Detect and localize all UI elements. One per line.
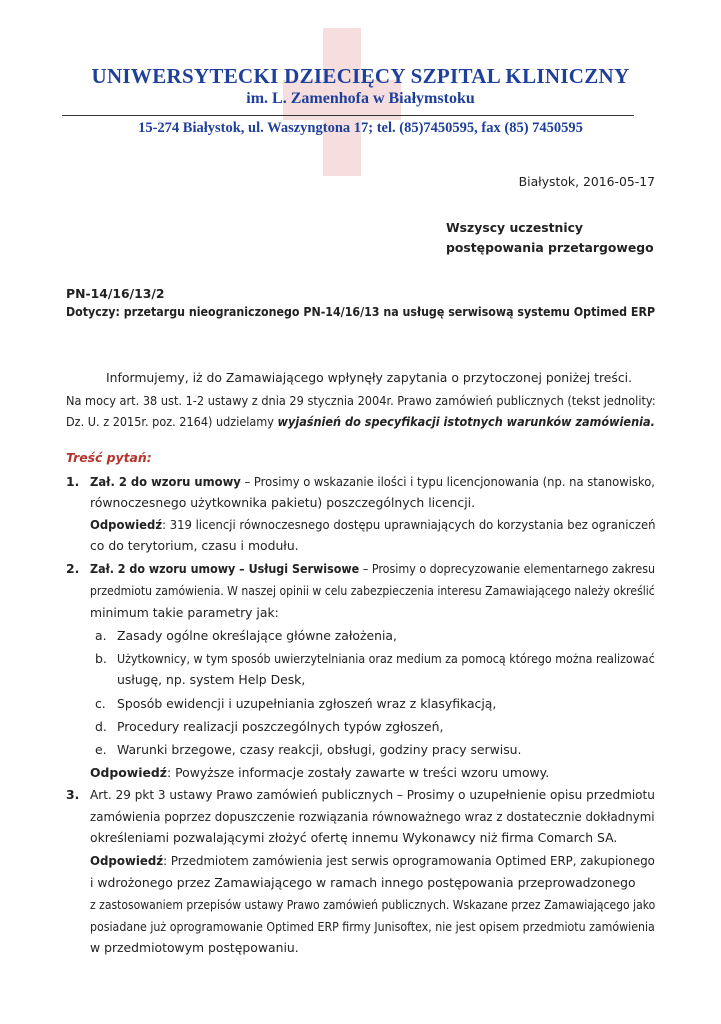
- answer-1-text: : 319 licencji równoczesnego dostępu uprawniających do korzystania bez ograniczeń: [162, 517, 656, 532]
- hospital-name: UNIWERSYTECKI DZIECIĘCY SZPITAL KLINICZNY: [91, 64, 630, 88]
- question-number: 1.: [66, 474, 80, 489]
- question-2-title: Zał. 2 do wzoru umowy – Usługi Serwisowe: [90, 561, 360, 576]
- list-item: Sposób ewidencji i uzupełniania zgłoszeń wraz z klasyfikacją,: [117, 696, 497, 711]
- answer-1-line-2: co do terytorium, czasu i modułu.: [90, 538, 299, 553]
- letterhead-divider: [62, 115, 634, 116]
- list-item: Warunki brzegowe, czasy reakcji, obsługi, godziny pracy serwisu.: [117, 742, 522, 757]
- answer-3-text: : Przedmiotem zamówienia jest serwis oprogramowania Optimed ERP, zakupionego: [163, 853, 655, 868]
- question-2-line-3: minimum takie parametry jak:: [90, 605, 279, 620]
- recipient-line-1: Wszyscy uczestnicy: [446, 220, 584, 235]
- answer-3-line-5: w przedmiotowym postępowaniu.: [90, 940, 299, 955]
- answer-3-line-4: posiadane już oprogramowanie Optimed ERP firmy Junisoftex, nie jest opisem przedmiotu zamówienia: [90, 919, 655, 934]
- letter-date: Białystok, 2016-05-17: [518, 174, 655, 189]
- question-2-line-1: [90, 561, 655, 577]
- question-1-line-2: równoczesnego użytkownika pakietu) poszczególnych licencji.: [90, 495, 476, 510]
- recipient-line-2: postępowania przetargowego: [446, 240, 654, 255]
- subject-line: Dotyczy: przetargu nieograniczonego PN-14/16/13 na usługę serwisową systemu Optimed ERP: [66, 304, 656, 319]
- intro-line-3: [66, 414, 655, 430]
- question-number: 2.: [66, 561, 80, 576]
- question-3-line-3: określeniami pozwalającymi złożyć ofertę innemu Wykonawcy niż firma Comarch SA.: [90, 830, 618, 845]
- question-3-line-1: Art. 29 pkt 3 ustawy Prawo zamówień publicznych – Prosimy o uzupełnienie opisu przedmiotu: [90, 787, 655, 802]
- questions-heading: Treść pytań:: [66, 450, 152, 465]
- item-letter: b.: [95, 651, 107, 666]
- question-1-title: Zał. 2 do wzoru umowy: [90, 474, 241, 489]
- item-letter: c.: [95, 696, 106, 711]
- answer-2-label: Odpowiedź: [90, 765, 167, 780]
- answer-1-line-1: [90, 517, 655, 533]
- answer-3-label: Odpowiedź: [90, 853, 164, 868]
- question-1-line-1: [90, 474, 655, 490]
- answer-3-line-1: [90, 853, 655, 869]
- list-item: Zasady ogólne określające główne założenia,: [117, 628, 397, 643]
- item-letter: e.: [95, 742, 107, 757]
- list-item: Procedury realizacji poszczególnych typów zgłoszeń,: [117, 719, 444, 734]
- list-item-continuation: usługę, np. system Help Desk,: [117, 672, 306, 687]
- intro-emphasis: wyjaśnień do specyfikacji istotnych warunków zamówienia.: [277, 414, 655, 429]
- answer-3-line-2: i wdrożonego przez Zamawiającego w ramach innego postępowania przeprowadzonego: [90, 875, 636, 890]
- hospital-address: 15-274 Białystok, ul. Waszyngtona 17; tel. (85)7450595, fax (85) 7450595: [138, 120, 583, 136]
- intro-line-2: Na mocy art. 38 ust. 1-2 ustawy z dnia 29 stycznia 2004r. Prawo zamówień publicznych (tekst jednolity:: [66, 393, 656, 408]
- item-letter: a.: [95, 628, 107, 643]
- intro-line-3-text: Dz. U. z 2015r. poz. 2164) udzielamy: [66, 414, 278, 429]
- answer-2-text: : Powyższe informacje zostały zawarte w treści wzoru umowy.: [166, 765, 550, 780]
- question-2-line-2: przedmiotu zamówienia. W naszej opinii w celu zabezpieczenia interesu Zamawiającego należy określić: [90, 583, 655, 598]
- intro-line-1: Informujemy, iż do Zamawiającego wpłynęły zapytania o przytoczonej poniżej treści.: [106, 370, 633, 385]
- question-number: 3.: [66, 787, 80, 802]
- reference-number: PN-14/16/13/2: [66, 286, 165, 301]
- question-3-line-2: zamówienia poprzez dopuszczenie rozwiązania równoważnego wraz z dostatecznie dokładnymi: [90, 809, 655, 824]
- list-item: Użytkownicy, w tym sposób uwierzytelniania oraz medium za pomocą którego można realizować: [117, 651, 655, 666]
- answer-3-line-3: z zastosowaniem przepisów ustawy Prawo zamówień publicznych. Wskazane przez Zamawiającego jako: [90, 897, 656, 912]
- item-letter: d.: [95, 719, 107, 734]
- question-2-text: – Prosimy o doprecyzowanie elementarnego zakresu: [359, 561, 656, 576]
- hospital-subtitle: im. L. Zamenhofa w Białymstoku: [246, 90, 475, 107]
- answer-1-label: Odpowiedź: [90, 517, 163, 532]
- answer-2-line-1: [90, 765, 549, 781]
- question-1-text: – Prosimy o wskazanie ilości i typu licencjonowania (np. na stanowisko,: [240, 474, 655, 489]
